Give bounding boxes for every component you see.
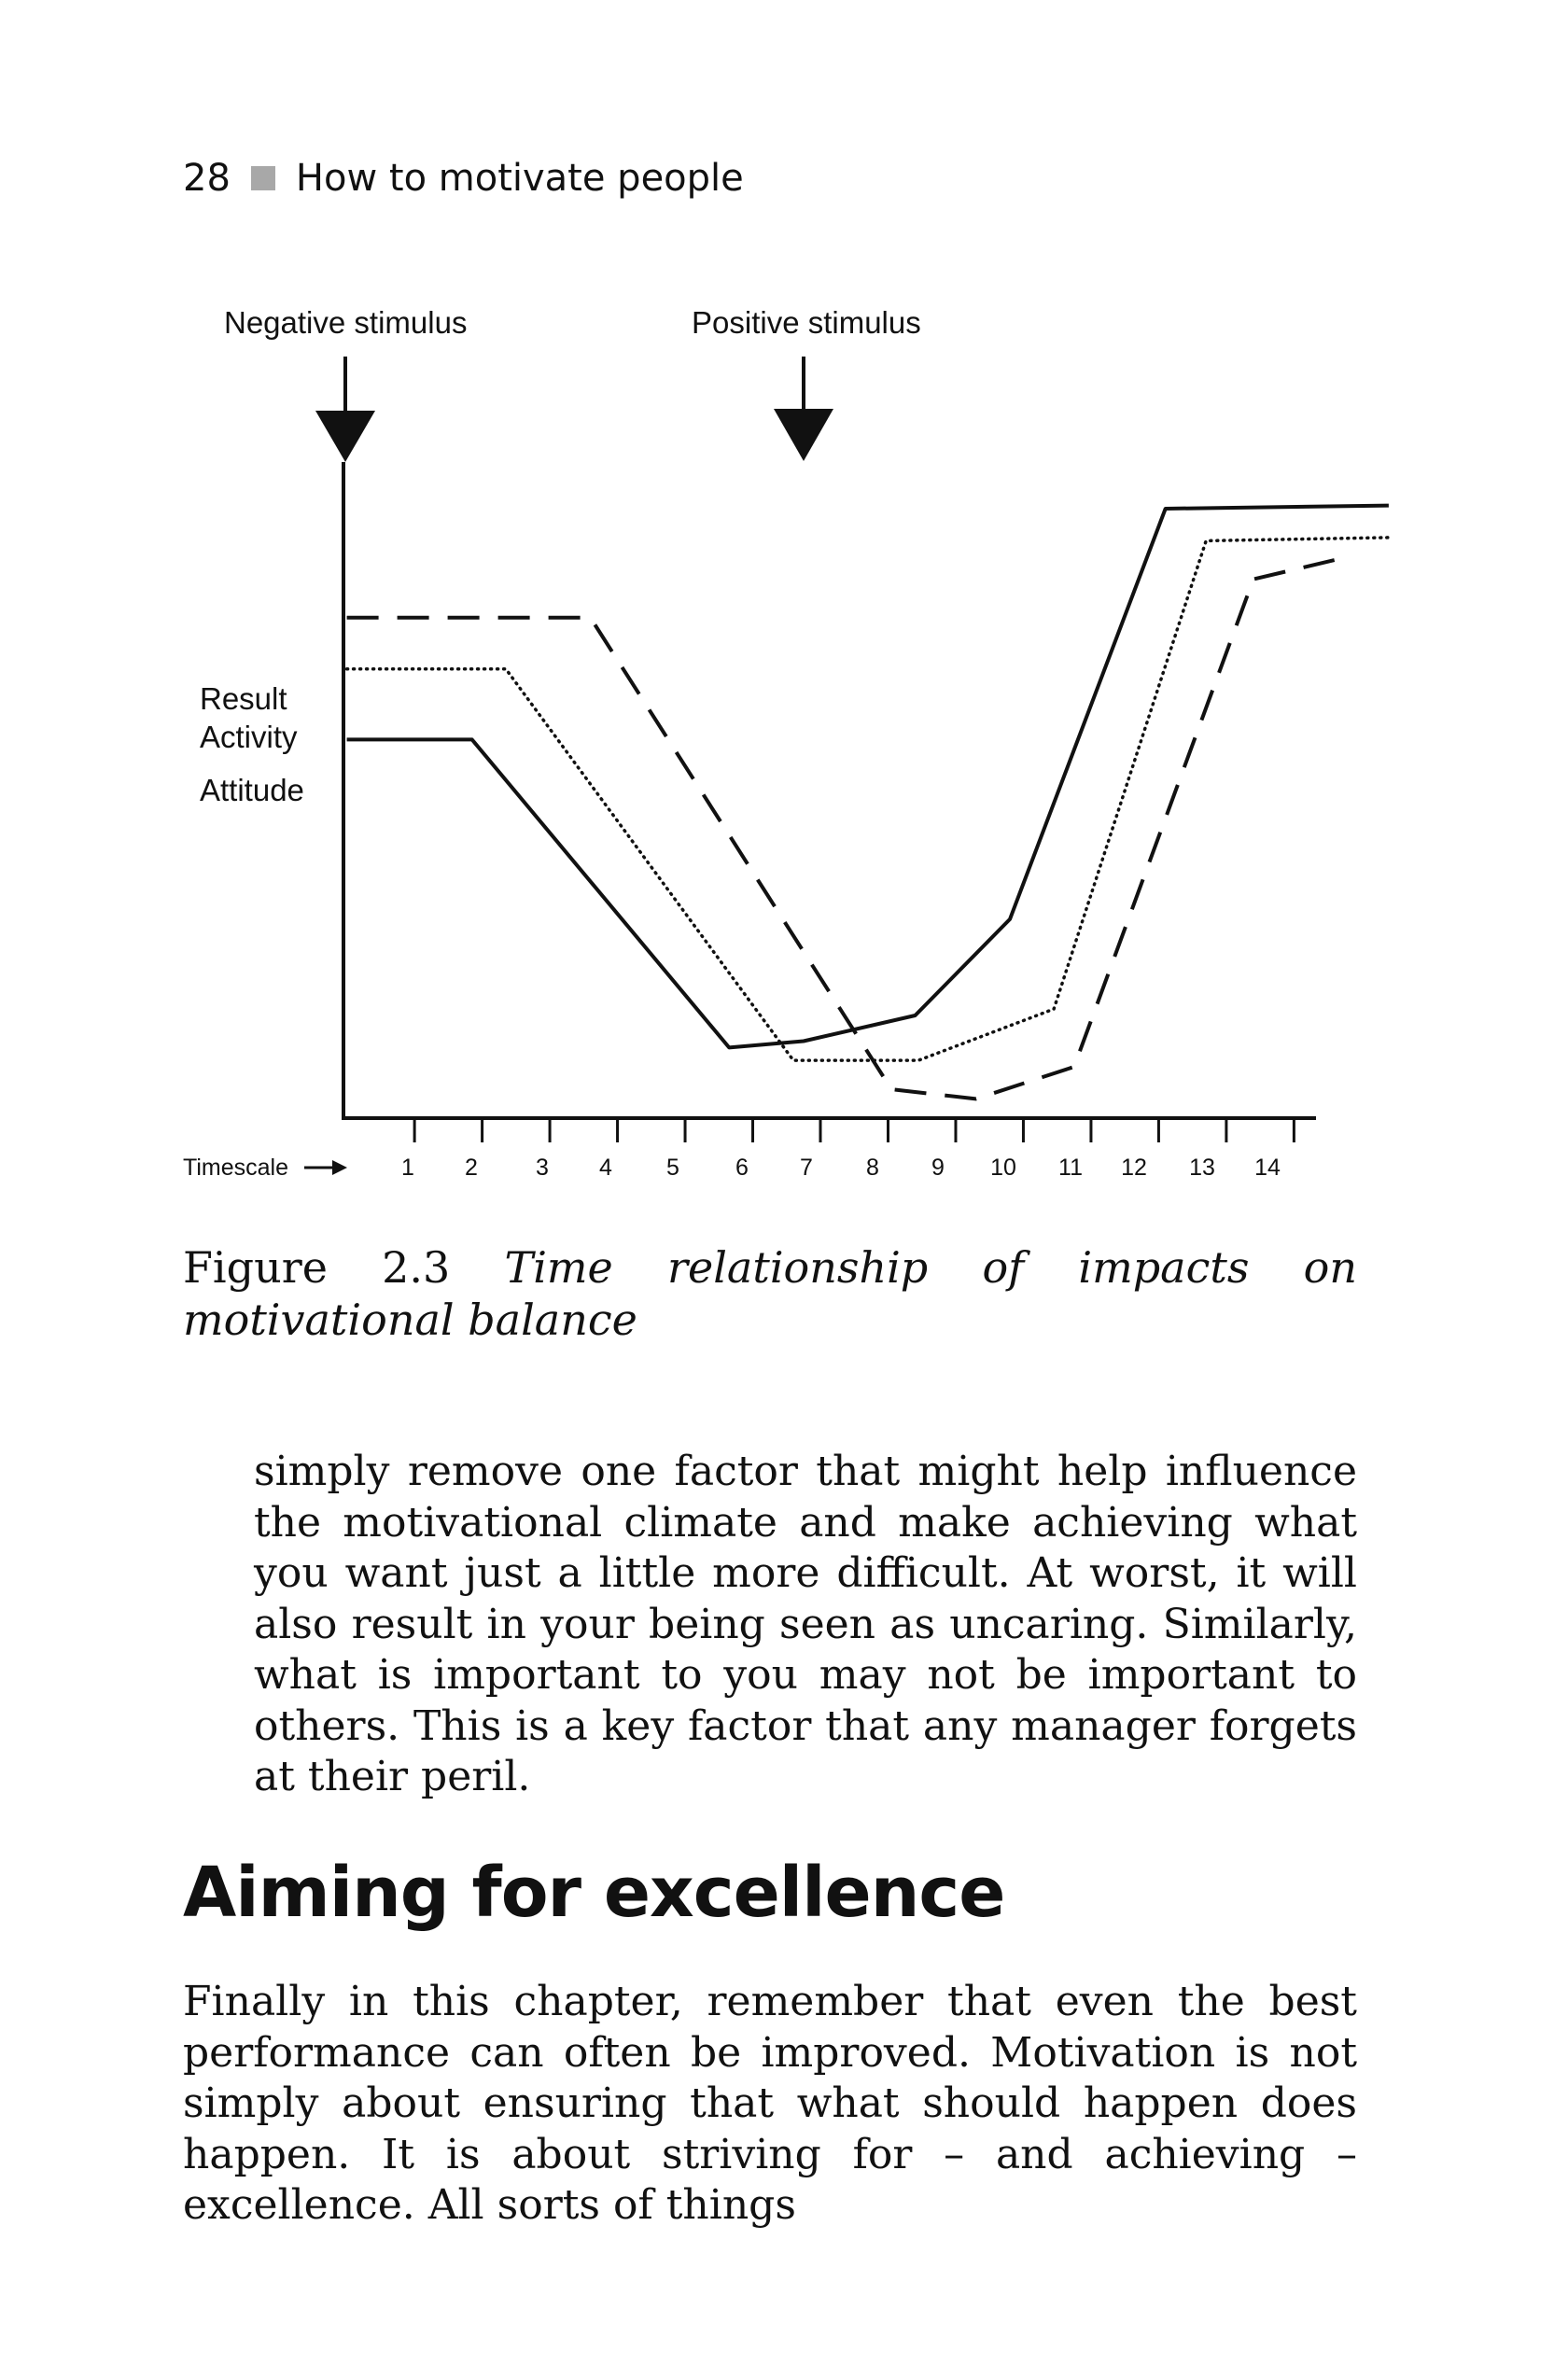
tick-label: 1 — [401, 1155, 414, 1181]
tick-label: 9 — [931, 1155, 945, 1181]
tick-label: 10 — [990, 1155, 1016, 1181]
series-label-result: Result — [200, 681, 287, 716]
series-layer — [347, 506, 1389, 1099]
timescale-label: Timescale — [183, 1155, 288, 1181]
section-heading: Aiming for excellence — [183, 1853, 1005, 1933]
x-tick-labels — [401, 1155, 1281, 1181]
timescale-arrow-icon — [332, 1160, 347, 1175]
tick-label: 4 — [599, 1155, 612, 1181]
x-axis-ticks — [414, 1118, 1294, 1142]
body-paragraph-1 — [254, 1447, 1357, 1803]
body-paragraph-2 — [183, 1977, 1357, 2232]
figure-title: Time relationship of impacts on motivational balance — [183, 1242, 1358, 1345]
series-line-result — [347, 560, 1335, 1099]
series-label-attitude: Attitude — [200, 773, 304, 807]
figure-caption — [183, 1241, 1357, 1346]
series-label-activity: Activity — [200, 720, 298, 754]
figure-label: Figure 2.3 — [183, 1242, 451, 1293]
paragraph-text: Finally in this chapter, remember that even the best performance can often be improved. Motivation is not simply about ensuring that what should happen does happen. It is about striving for – and achieving – excellence. All sorts of things — [183, 1978, 1357, 2229]
page-number: 28 — [183, 157, 231, 200]
tick-label: 5 — [666, 1155, 679, 1181]
positive-stimulus-label: Positive stimulus — [692, 305, 921, 340]
tick-label: 2 — [465, 1155, 478, 1181]
book-title: How to motivate people — [295, 157, 744, 200]
negative-stimulus-label: Negative stimulus — [224, 305, 468, 340]
tick-label: 14 — [1254, 1155, 1281, 1181]
tick-label: 3 — [536, 1155, 549, 1181]
tick-label: 13 — [1189, 1155, 1215, 1181]
tick-label: 7 — [800, 1155, 813, 1181]
tick-label: 11 — [1058, 1155, 1083, 1181]
paragraph-text: simply remove one factor that might help influence the motivational climate and make achieving what you want just a little more difficult. At worst, it will also result in your being seen as uncaring. Similarly, what is important to you may not be important to others. This is a key factor that any manager forgets at their peril. — [254, 1448, 1357, 1800]
negative-stimulus-arrow-icon — [315, 411, 375, 462]
tick-label: 12 — [1121, 1155, 1147, 1181]
tick-label: 8 — [866, 1155, 879, 1181]
tick-label: 6 — [735, 1155, 749, 1181]
positive-stimulus-arrow-icon — [774, 409, 833, 461]
series-line-attitude — [347, 506, 1389, 1048]
